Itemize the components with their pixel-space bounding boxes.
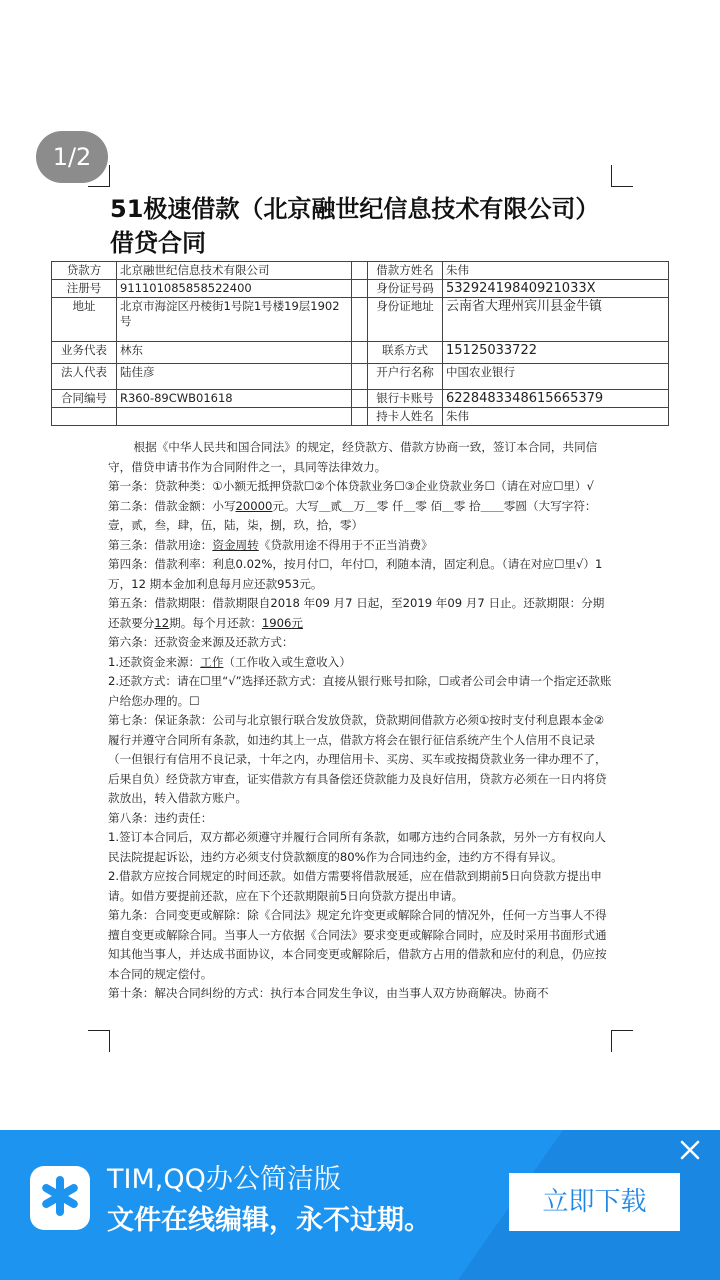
article-3 [108,536,612,556]
contract-info-table [51,261,669,426]
article-3-prefix: 第三条：借款用途： [108,537,213,552]
article-8-1: 1.签订本合同后，双方都必须遵守并履行合同所有条款，如哪方违约合同条款，另外一方有权向人民法院提起诉讼，违约方必须支付贷款额度的80%作为合同违约金，违约方不得有异议。 [108,830,607,864]
repayment-source: 工作 [200,654,224,669]
article-6-1-prefix: 1.还款资金来源： [108,654,201,669]
monthly-payment: 1906元 [261,615,304,630]
spacer-cell [352,280,368,298]
article-5 [108,594,612,633]
installment-count: 12 [154,615,170,630]
label-address: 地址 [52,298,117,342]
value-lender: 北京融世纪信息技术有限公司 [117,262,352,280]
table-row [52,280,669,298]
table-row [52,408,669,426]
table-row [52,298,669,342]
value-legal-rep: 陆佳彦 [117,364,352,390]
label-sales-rep: 业务代表 [52,342,117,364]
article-6-1-suffix: （工作收入或生意收入） [223,654,351,669]
table-row [52,390,669,408]
app-download-banner[interactable] [0,1130,720,1280]
value-bank-card: 6228483348615665379 [443,390,669,408]
value-bank-name: 中国农业银行 [443,364,669,390]
article-10: 第十条：解决合同纠纷的方式：执行本合同发生争议，由当事人双方协商解决。协商不 [108,986,549,1000]
loan-amount: 20000 [235,498,273,513]
page-indicator: 1/2 [36,131,108,183]
article-6-1 [108,653,612,673]
article-6: 第六条：还款资金来源及还款方式： [108,635,294,649]
article-8-2: 2.借款方应按合同规定的时间还款。如借方需要将借款展延，应在借款到期前5日向贷款方提出申请。如借方要提前还款，应在下个还款期限前5日向贷款方提出申请。 [108,869,602,903]
value-contact: 15125033722 [443,342,669,364]
value-borrower-name: 朱伟 [443,262,669,280]
article-8: 第八条：违约责任： [108,810,213,825]
label-lender: 贷款方 [52,262,117,280]
value-address: 北京市海淀区丹棱街1号院1号楼19层1902号 [117,298,352,342]
label-contract-no: 合同编号 [52,390,117,408]
banner-headline: TIM,QQ办公简洁版 [107,1164,341,1195]
crop-mark-top-left [88,165,110,187]
close-icon[interactable] [676,1136,704,1164]
table-row [52,262,669,280]
crop-mark-bottom-right [611,1030,633,1052]
label-cardholder: 持卡人姓名 [368,408,443,426]
intro-paragraph: 根据《中华人民共和国合同法》的规定，经贷款方、借款方协商一致，签订本合同，共同信守，借贷申请书作为合同附件之一，具同等法律效力。 [108,440,598,474]
spacer-cell [352,408,368,426]
banner-subline: 文件在线编辑，永不过期。 [107,1205,431,1236]
spacer-cell [352,390,368,408]
article-5-part-a: 第五条：借款期限：借款期限自2018 年09 月7 日起，至2019 年09 月7 日止。还款期限：分期还款要分 [108,596,605,630]
label-registration-no: 注册号 [52,280,117,298]
article-9: 第九条：合同变更或解除：除《合同法》规定允许变更或解除合同的情况外，任何一方当事人不得擅自变更或解除合同。当事人一方依据《合同法》要求变更或解除合同时，应及时采用书面形式通知其他当事人，并达成书面协议，本合同变更或解除后，借款方占用的借款和应付的利息，仍应按本合同的规定偿付。 [108,908,607,981]
empty-cell [52,408,117,426]
spacer-cell [352,298,368,342]
label-bank-card: 银行卡账号 [368,390,443,408]
label-id-address: 身份证地址 [368,298,443,342]
label-id-number: 身份证号码 [368,280,443,298]
table-row [52,342,669,364]
value-sales-rep: 林东 [117,342,352,364]
article-2 [108,497,612,536]
spacer-cell [352,342,368,364]
table-row [52,364,669,390]
article-6-2: 2.还款方式：请在☐里“√”选择还款方式：直接从银行账号扣除，☐或者公司会申请一个指定还款账户给您办理的。☐ [108,674,612,708]
article-7: 第七条：保证条款：公司与北京银行联合发放贷款，贷款期间借款方必须①按时支付利息跟本金②履行并遵守合同所有条款，如违约其上一点，借款方将会在银行征信系统产生个人信用不良记录（一但银行有信用不良记录，十年之内，办理信用卡、买房、买车或按揭贷款业务一律办理不了，后果自负）经贷款方审查，证实借款方有具备偿还贷款能力及良好信用，贷款方必须在一日内将贷款放出，转入借款方账户。 [108,713,607,805]
article-3-suffix: 《贷款用途不得用于不正当消费》 [258,537,433,552]
spacer-cell [352,262,368,280]
label-contact: 联系方式 [368,342,443,364]
article-2-suffix: 元。大写＿贰＿万＿零 仟＿零 佰＿零 拾＿＿零圆（大写字符：壹，贰，叁，肆，伍，陆，柒，捌，玖，拾，零） [108,498,597,532]
value-id-number: 53292419840921033X [443,280,669,298]
crop-mark-bottom-left [88,1030,110,1052]
label-legal-rep: 法人代表 [52,364,117,390]
empty-cell [117,408,352,426]
value-registration-no: 911101085858522400 [117,280,352,298]
article-4: 第四条：借款利率：利息0.02%，按月付☐，年付☐，利随本清，固定利息。（请在对应☐里√）1万，12 期本金加利息每月应还款953元。 [108,557,603,591]
article-5-part-b: 期。每个月还款： [169,615,262,630]
spacer-cell [352,364,368,390]
value-id-address: 云南省大理州宾川县金牛镇 [443,298,669,342]
loan-purpose: 资金周转 [212,537,259,552]
contract-body [108,438,612,1004]
download-now-button[interactable]: 立即下载 [509,1173,680,1231]
crop-mark-top-right [611,165,633,187]
article-2-prefix: 第二条：借款金额：小写 [108,498,236,513]
tim-logo-icon [30,1166,90,1230]
document-title: 51极速借款（北京融世纪信息技术有限公司）借贷合同 [110,195,600,257]
label-bank-name: 开户行名称 [368,364,443,390]
label-borrower-name: 借款方姓名 [368,262,443,280]
value-cardholder: 朱伟 [443,408,669,426]
value-contract-no: R360-89CWB01618 [117,390,352,408]
article-1: 第一条：贷款种类：①小额无抵押贷款☐②个体贷款业务☐③企业贷款业务☐（请在对应☐里）√ [108,479,594,493]
